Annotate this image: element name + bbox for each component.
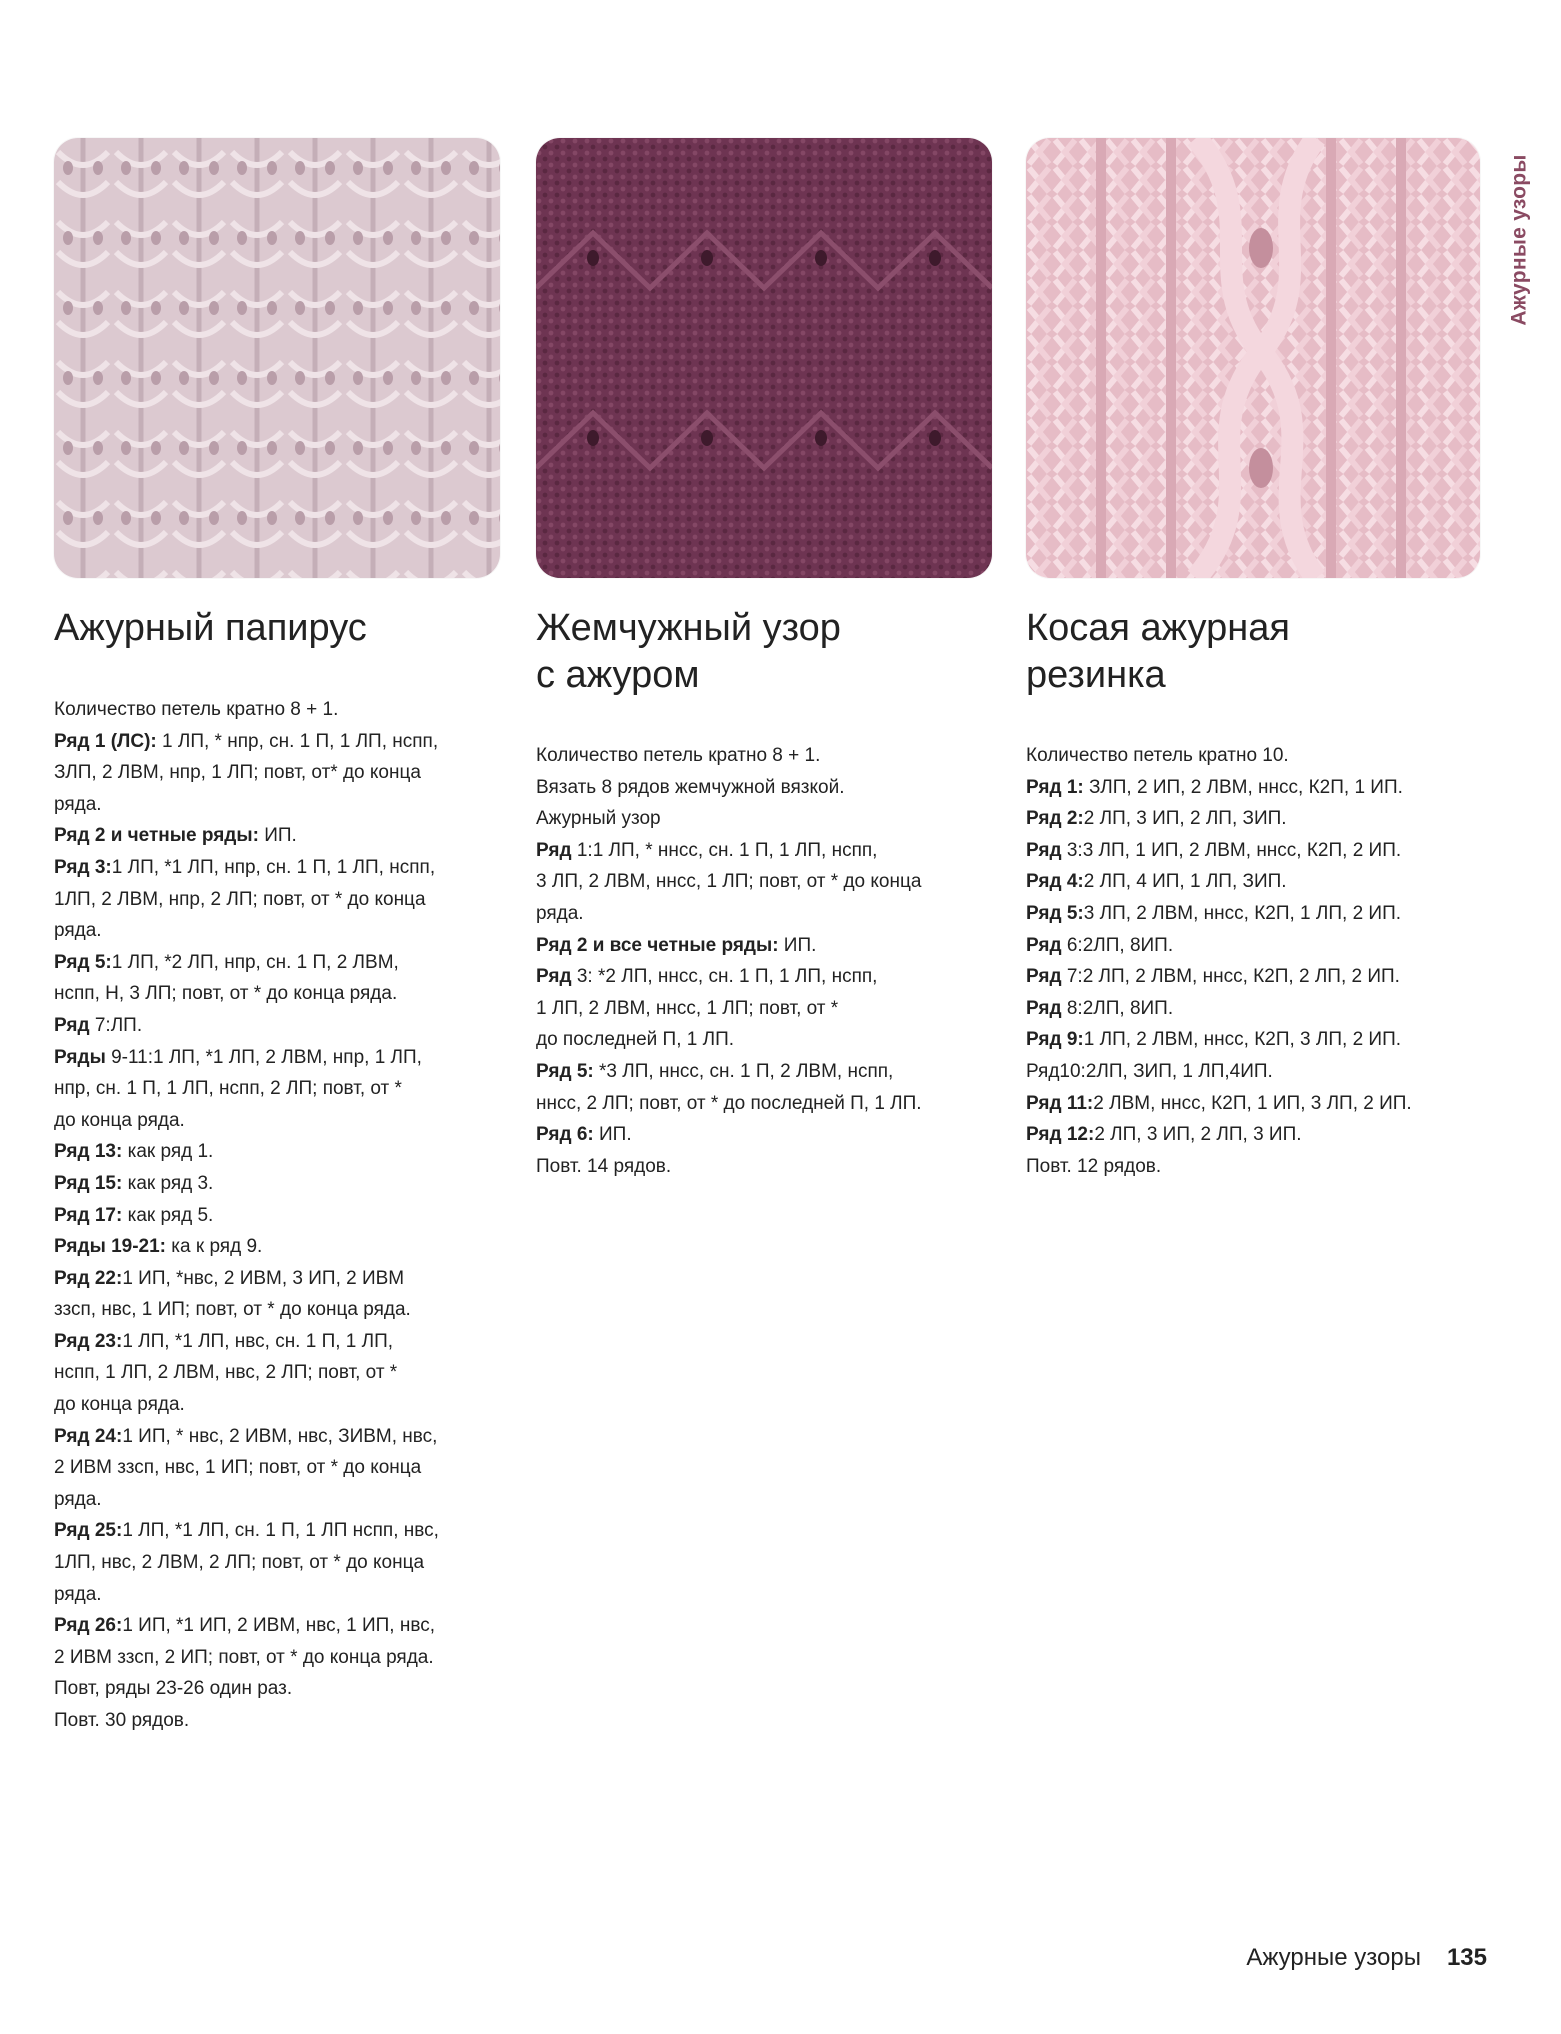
instruction-line: нпр, сн. 1 П, 1 ЛП, нспп, 2 ЛП; повт, от * [54, 1078, 402, 1100]
instruction-line: Ряд 7:2 ЛП, 2 ЛВМ, ннсс, К2П, 2 ЛП, 2 ИП. [1026, 966, 1400, 988]
cable-rib-photo-icon [1026, 138, 1480, 578]
instruction-line: Количество петель кратно 8 + 1. [54, 699, 339, 720]
pattern-instructions-papyrus [54, 694, 439, 1737]
instruction-line: Ряды 9-11:1 ЛП, *1 ЛП, 2 ЛВМ, нпр, 1 ЛП, [54, 1046, 422, 1068]
instruction-line: Ряд 24:1 ИП, * нвс, 2 ИВМ, нвс, ЗИВМ, нвс, [54, 1425, 438, 1447]
instruction-line: 2 ИВМ ззсп, 2 ИП; повт, от * до конца ряда. [54, 1646, 434, 1668]
instruction-line: Ряд 26:1 ИП, *1 ИП, 2 ИВМ, нвс, 1 ИП, нвс, [54, 1615, 435, 1637]
seed-stitch-photo-icon [536, 138, 992, 578]
pattern-title-diagonal-rib: Косая ажурная резинка [1026, 607, 1290, 696]
instruction-line: Ряд 5:3 ЛП, 2 ЛВМ, ннсс, К2П, 1 ЛП, 2 ИП. [1026, 902, 1402, 924]
instruction-line: Ряд 22:1 ИП, *нвс, 2 ИВМ, 3 ИП, 2 ИВМ [54, 1267, 405, 1289]
page-number: 135 [1446, 1944, 1487, 1971]
instruction-line: Ряд 2 и все четные ряды: ИП. [536, 934, 817, 956]
instruction-line: Ряд 1:1 ЛП, * ннсс, сн. 1 П, 1 ЛП, нспп, [536, 839, 878, 861]
instruction-line: Ряд 23:1 ЛП, *1 ЛП, нвс, сн. 1 П, 1 ЛП, [54, 1330, 394, 1352]
instruction-line: Повт. 14 рядов. [536, 1155, 672, 1177]
side-section-tab-label: Ажурные узоры [1508, 154, 1532, 326]
instruction-line: Количество петель кратно 10. [1026, 745, 1289, 766]
instruction-line: Ряд 2:2 ЛП, 3 ИП, 2 ЛП, ЗИП. [1026, 808, 1287, 830]
page-footer [1246, 1944, 1487, 1972]
instruction-line: Ряд 2 и четные ряды: ИП. [54, 825, 297, 847]
instruction-line: нспп, 1 ЛП, 2 ЛВМ, нвс, 2 ЛП; повт, от * [54, 1362, 398, 1384]
instruction-line: ряда. [54, 793, 102, 815]
instruction-line: Ряд 12:2 ЛП, 3 ИП, 2 ЛП, 3 ИП. [1026, 1124, 1302, 1146]
instruction-line: Ажурный узор [536, 808, 661, 830]
instruction-line: Ряд 3:3 ЛП, 1 ИП, 2 ЛВМ, ннсс, К2П, 2 ИП. [1026, 839, 1402, 861]
instruction-line: Ряд 17: как ряд 5. [54, 1204, 214, 1226]
instruction-line: ЗЛП, 2 ЛВМ, нпр, 1 ЛП; повт, от* до конца [54, 762, 421, 784]
footer-section-title: Ажурные узоры [1246, 1944, 1421, 1971]
instruction-line: Ряд 25:1 ЛП, *1 ЛП, сн. 1 П, 1 ЛП нспп, нвс, [54, 1520, 439, 1542]
instruction-line: нспп, Н, 3 ЛП; повт, от * до конца ряда. [54, 983, 398, 1005]
pattern-photo-diagonal-rib [1026, 138, 1480, 578]
instruction-line: ряда. [54, 1488, 102, 1510]
instruction-line: Ряд 3: *2 ЛП, ннсс, сн. 1 П, 1 ЛП, нспп, [536, 966, 878, 988]
pattern-title-papyrus: Ажурный папирус [54, 607, 367, 649]
instruction-line: до последней П, 1 ЛП. [536, 1029, 735, 1051]
instruction-line: Вязать 8 рядов жемчужной вязкой. [536, 776, 845, 798]
instruction-line: Ряд 6:2ЛП, 8ИП. [1026, 934, 1174, 956]
instruction-line: Ряд 1: ЗЛП, 2 ИП, 2 ЛВМ, ннсс, К2П, 1 ИП. [1026, 776, 1403, 798]
instruction-line: Ряд 4:2 ЛП, 4 ИП, 1 ЛП, ЗИП. [1026, 871, 1287, 893]
instruction-line: 1 ЛП, 2 ЛВМ, ннсс, 1 ЛП; повт, от * [536, 997, 839, 1019]
pattern-instructions-diagonal-rib [1026, 740, 1412, 1182]
pattern-photo-papyrus [54, 138, 500, 578]
instruction-line: ряда. [54, 1583, 102, 1605]
instruction-line: ннсс, 2 ЛП; повт, от * до последней П, 1 ЛП. [536, 1092, 922, 1114]
instruction-line: Количество петель кратно 8 + 1. [536, 745, 821, 766]
instruction-line: Ряд 5:1 ЛП, *2 ЛП, нпр, сн. 1 П, 2 ЛВМ, [54, 951, 399, 973]
instruction-line: ззсп, нвс, 1 ИП; повт, от * до конца ряда. [54, 1299, 411, 1321]
instruction-line: Ряд 8:2ЛП, 8ИП. [1026, 997, 1174, 1019]
instruction-line: 1ЛП, 2 ЛВМ, нпр, 2 ЛП; повт, от * до конца [54, 888, 426, 910]
instruction-line: Повт. 12 рядов. [1026, 1155, 1162, 1177]
instruction-line: Повт, ряды 23-26 один раз. [54, 1678, 293, 1700]
instruction-line: Повт. 30 рядов. [54, 1710, 190, 1731]
instruction-line: 3 ЛП, 2 ЛВМ, ннсс, 1 ЛП; повт, от * до конца [536, 871, 922, 893]
side-section-tab [1502, 140, 1538, 340]
pattern-title-pearl-lace: Жемчужный узор с ажуром [536, 607, 841, 696]
pattern-instructions-pearl-lace [536, 740, 922, 1182]
instruction-line: Ряды 19-21: ка к ряд 9. [54, 1236, 263, 1258]
pattern-photo-pearl-lace [536, 138, 992, 578]
instruction-line: ряда. [54, 920, 102, 942]
instruction-line: ряда. [536, 902, 584, 924]
instruction-line: Ряд10:2ЛП, ЗИП, 1 ЛП,4ИП. [1026, 1060, 1273, 1082]
instruction-line: Ряд 11:2 ЛВМ, ннсс, К2П, 1 ИП, 3 ЛП, 2 ИП. [1026, 1092, 1412, 1114]
instruction-line: до конца ряда. [54, 1109, 185, 1131]
instruction-line: Ряд 15: как ряд 3. [54, 1172, 214, 1194]
instruction-line: Ряд 13: как ряд 1. [54, 1141, 214, 1163]
instruction-line: 1ЛП, нвс, 2 ЛВМ, 2 ЛП; повт, от * до конца [54, 1552, 425, 1574]
instruction-line: Ряд 6: ИП. [536, 1124, 632, 1146]
instruction-line: Ряд 1 (ЛС): 1 ЛП, * нпр, сн. 1 П, 1 ЛП, нспп, [54, 730, 439, 752]
instruction-line: до конца ряда. [54, 1394, 185, 1416]
instruction-line: Ряд 5: *3 ЛП, ннсс, сн. 1 П, 2 ЛВМ, нспп, [536, 1060, 894, 1082]
instruction-line: Ряд 3:1 ЛП, *1 ЛП, нпр, сн. 1 П, 1 ЛП, нспп, [54, 856, 436, 878]
lace-knit-photo-icon [54, 138, 500, 578]
instruction-line: 2 ИВМ ззсп, нвс, 1 ИП; повт, от * до конца [54, 1457, 422, 1479]
instruction-line: Ряд 7:ЛП. [54, 1014, 143, 1036]
instruction-line: Ряд 9:1 ЛП, 2 ЛВМ, ннсс, К2П, 3 ЛП, 2 ИП. [1026, 1029, 1402, 1051]
